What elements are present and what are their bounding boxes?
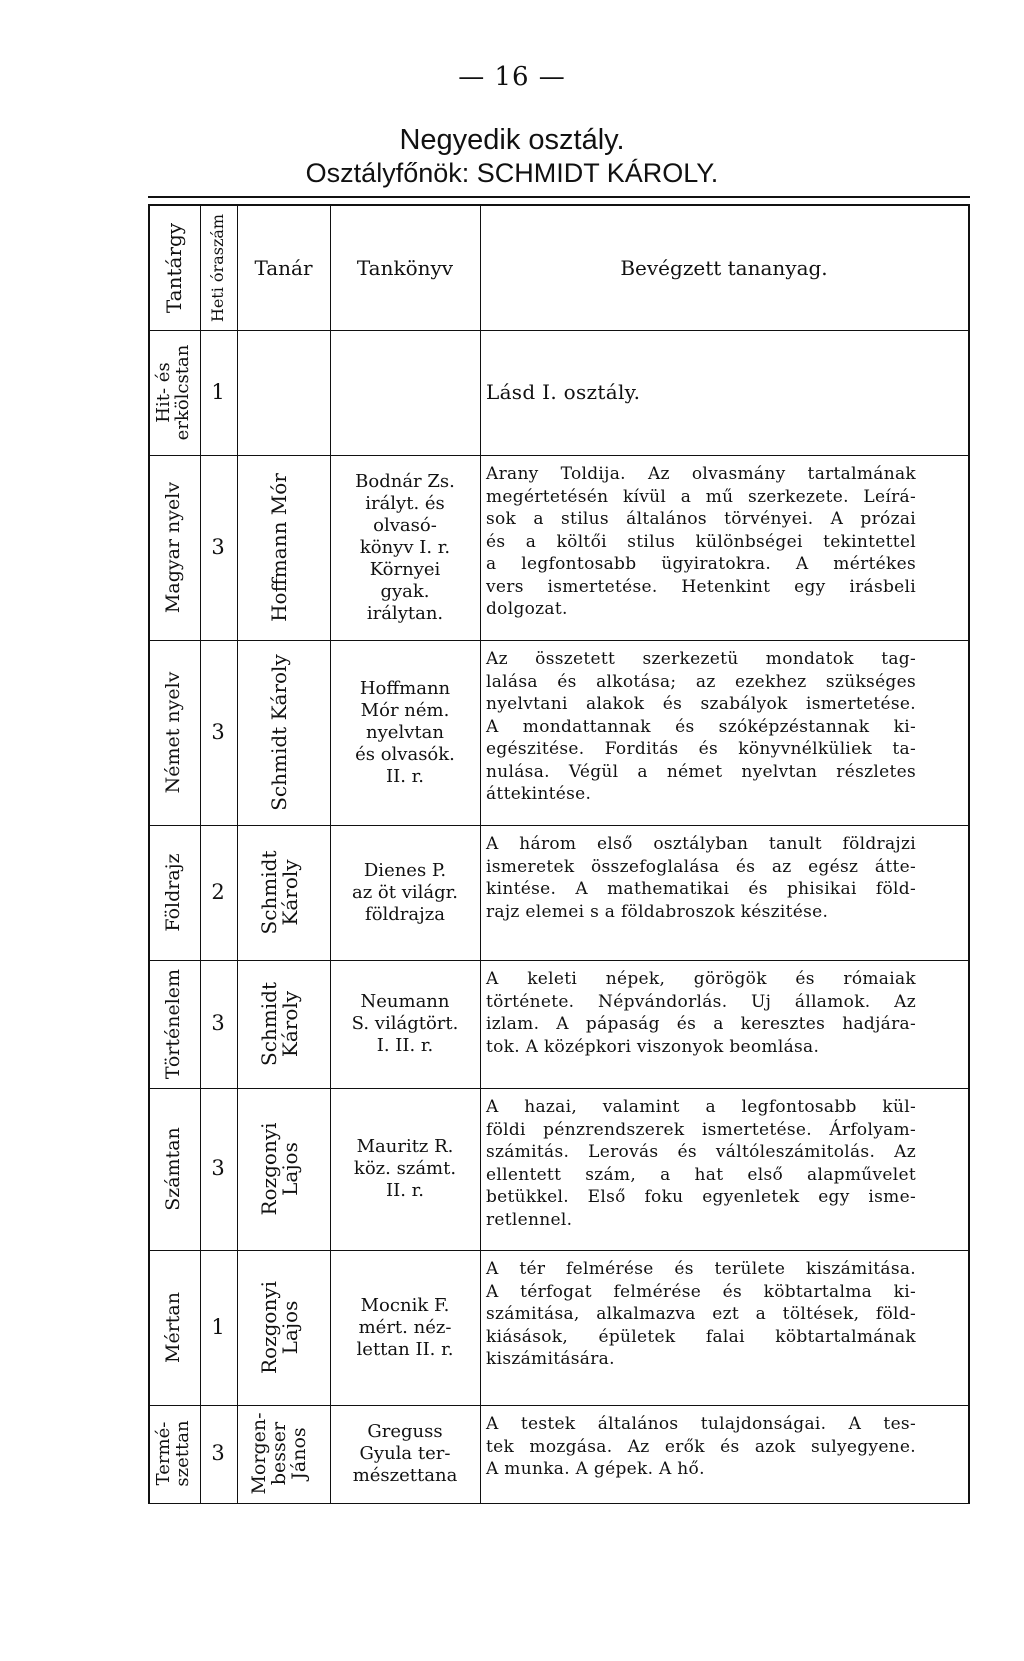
content-line: Arany Toldija. Az olvasmány tartalmának <box>486 464 916 484</box>
hours-value: 3 <box>211 1011 225 1035</box>
subject-label <box>155 1412 193 1495</box>
table-right-border <box>968 204 970 1504</box>
hours-value: 3 <box>211 719 225 744</box>
content-line: megértetésén kívül a mű szerkezete. Leírá- <box>486 486 916 507</box>
textbook-line: Neumann <box>360 991 450 1012</box>
header-hours <box>210 208 227 328</box>
hours-value: 3 <box>211 1440 225 1465</box>
textbook-line: II. r. <box>385 1180 424 1201</box>
textbook-line: S. világtört. <box>351 1013 459 1034</box>
hours-value: 1 <box>211 1314 225 1339</box>
textbook-line: földrajza <box>365 903 445 925</box>
hours-value: 2 <box>211 879 225 904</box>
textbook-line: és olvasók. <box>355 743 455 765</box>
textbook-line: Hoffmann <box>359 677 451 699</box>
content-line: Lásd I. osztály. <box>486 379 641 404</box>
page-title: Negyedik osztály. <box>399 124 625 156</box>
subject-label <box>164 832 184 953</box>
content-line: áttekintése. <box>486 784 592 804</box>
content-line: vers ismertetése. Hetenkint egy irásbeli <box>486 576 916 597</box>
subject-label-line: Magyar nyelv <box>162 481 185 614</box>
content-line: A munka. A gépek. A hő. <box>486 1459 705 1479</box>
subject-label-line: Számtan <box>162 1127 185 1211</box>
content-line: Az összetett szerkezetü mondatok tag- <box>486 649 916 669</box>
header-completed: Bevégzett tananyag. <box>620 256 828 280</box>
row-divider <box>148 455 970 456</box>
subject-label <box>164 647 184 818</box>
content-line: nulása. Végül a német nyelvtan részletes <box>486 761 916 782</box>
row-divider <box>148 1405 970 1406</box>
header-bottom-rule <box>148 330 970 331</box>
textbook-line: gyak. <box>380 580 430 602</box>
teacher-name-line: Morgen- <box>247 1412 270 1495</box>
textbook-line: Mocnik F. <box>360 1294 450 1316</box>
subject-label <box>164 967 184 1081</box>
teacher-name <box>256 830 302 955</box>
content-line: kiszámitására. <box>486 1349 615 1369</box>
teacher-name-line: Schmidt <box>256 850 281 935</box>
content-line: számitás. Lerovás és váltóleszámitolás. Az <box>486 1142 916 1162</box>
content-line: lalása és alkotása; az ezekhez szükséges <box>486 671 916 692</box>
teacher-name <box>256 965 302 1083</box>
teacher-name <box>269 460 290 635</box>
textbook-line: irálytan. <box>366 602 444 624</box>
subject-label-line: Mértan <box>162 1292 185 1363</box>
content-line: retlennel. <box>486 1209 573 1230</box>
content-line: A térfogat felmérése és köbtartalma ki- <box>486 1281 916 1302</box>
header-subject-line: Tantárgy <box>161 222 186 313</box>
teacher-name-line: Rozgonyi <box>256 1122 281 1216</box>
row-divider <box>148 640 970 641</box>
subject-label-line: szettan <box>171 1420 193 1487</box>
content-line: rajz elemei s a földabroszok készitése. <box>486 901 829 922</box>
content-line: A keleti népek, görögök és rómaiak <box>486 969 916 989</box>
content-line: izlam. A pápaság és a keresztes hadjára- <box>486 1014 916 1034</box>
subject-label <box>155 337 193 448</box>
content-line: A tér felmérése és területe kiszámitása. <box>486 1259 916 1279</box>
content-line: számitása, alkalmazva ezt a töltések, föld- <box>486 1304 916 1324</box>
hours-value: 3 <box>211 1156 225 1180</box>
textbook-line: mért. néz- <box>358 1316 452 1338</box>
content-line: betükkel. Első foku egyenletek egy isme- <box>486 1187 916 1207</box>
content-line: egészitése. Forditás és könyvnélküliek ta- <box>486 739 916 759</box>
hours-value: 1 <box>211 379 225 404</box>
teacher-name-line: Hoffmann Mór <box>267 473 291 622</box>
content-line: ismeretek összefoglalása és az egész átte- <box>486 856 916 877</box>
textbook-line: lettan II. r. <box>356 1338 454 1360</box>
content-line: A hazai, valamint a legfontosabb kül- <box>486 1097 916 1117</box>
textbook-line: köz. számt. <box>353 1158 457 1179</box>
teacher-name-line: Rozgonyi <box>256 1280 281 1375</box>
teacher-name-line: Lajos <box>277 1142 302 1196</box>
teacher-name <box>269 645 290 820</box>
content-line: a legfontosabb ügyiratokra. A mértékes <box>486 554 916 574</box>
teacher-name <box>256 1255 302 1400</box>
header-textbook: Tankönyv <box>356 256 454 280</box>
table-top-rule <box>148 204 970 206</box>
content-line: A testek általános tulajdonságai. A tes- <box>486 1414 916 1434</box>
content-line: tek mozgása. Az erők és azok sulyegyene. <box>486 1436 916 1457</box>
subject-label-line: erkölcstan <box>171 344 193 441</box>
title-rule <box>148 196 970 198</box>
textbook-line: Gyula ter- <box>359 1442 451 1464</box>
textbook-line: olvasó- <box>373 514 437 536</box>
subject-label-line: Német nyelv <box>162 671 185 794</box>
textbook-line: I. II. r. <box>376 1035 434 1056</box>
row-divider <box>148 1088 970 1089</box>
teacher-name-line: Lajos <box>277 1300 302 1355</box>
content-line: A három első osztályban tanult földrajzi <box>486 834 916 854</box>
content-line: A mondattannak és szóképzéstannak ki- <box>486 716 916 737</box>
hours-value: 3 <box>211 534 225 559</box>
teacher-name <box>247 1410 310 1497</box>
teacher-name-line: Károly <box>277 990 302 1058</box>
subject-label <box>164 1257 184 1398</box>
content-line: és a költői stilus különbségei tekintettel <box>486 531 916 552</box>
content-line: kiásások, épületek falai köbtartalmának <box>486 1326 916 1347</box>
textbook-line: Dienes P. <box>363 859 447 881</box>
textbook-line: irályt. és <box>365 492 445 514</box>
textbook-line: Környei <box>369 558 441 580</box>
col-rule-hours <box>200 204 201 1504</box>
table-bottom-rule <box>148 1503 970 1504</box>
header-teacher: Tanár <box>254 256 313 280</box>
table-left-border <box>148 204 150 1504</box>
textbook-line: könyv I. r. <box>359 536 451 558</box>
header-hours-line: Heti óraszám <box>208 213 228 322</box>
subject-label-line: Hit- és <box>153 362 175 423</box>
textbook-line: II. r. <box>385 765 424 787</box>
textbook-line: nyelvtan <box>366 721 444 743</box>
content-line: története. Népvándorlás. Uj államok. Az <box>486 991 916 1012</box>
teacher-name-line: Schmidt <box>256 982 281 1066</box>
subject-label <box>164 1095 184 1243</box>
col-rule-content <box>480 204 481 1504</box>
subject-label-line: Történelem <box>162 968 185 1080</box>
page-number: — 16 — <box>458 62 566 92</box>
textbook-line: mészettana <box>352 1464 458 1486</box>
subject-label <box>164 462 184 633</box>
content-line: nyelvtani alakok és szabályok ismertetése. <box>486 694 916 714</box>
teacher-name-line: János <box>287 1427 310 1480</box>
teacher-name-line: Károly <box>277 859 302 926</box>
textbook-line: Bodnár Zs. <box>355 470 455 492</box>
header-subject <box>161 208 186 328</box>
col-rule-book <box>330 204 331 1504</box>
row-divider <box>148 1250 970 1251</box>
row-divider <box>148 960 970 961</box>
subject-label-line: Termé- <box>153 1421 175 1486</box>
textbook-line: az öt világr. <box>351 881 458 903</box>
content-line: tok. A középkori viszonyok beomlása. <box>486 1036 820 1057</box>
teacher-name <box>256 1093 302 1245</box>
content-line: földi pénzrendszerek ismertetése. Árfolyam- <box>486 1119 916 1140</box>
textbook-line: Mór ném. <box>360 699 450 721</box>
teacher-name-line: besser <box>267 1421 290 1486</box>
teacher-name-line: Schmidt Károly <box>267 654 291 811</box>
content-line: kintése. A mathematikai és phisikai föld- <box>486 879 916 899</box>
textbook-line: Mauritz R. <box>356 1136 454 1157</box>
content-line: ellentett szám, a hat első alapművelet <box>486 1164 916 1185</box>
content-line: dolgozat. <box>486 599 568 619</box>
page-subtitle: Osztályfőnök: SCHMIDT KÁROLY. <box>305 158 719 188</box>
row-divider <box>148 825 970 826</box>
content-line: sok a stilus általános törvényei. A prózai <box>486 509 916 529</box>
subject-label-line: Földrajz <box>162 853 185 932</box>
textbook-line: Greguss <box>367 1420 443 1442</box>
col-rule-teacher <box>237 204 238 1504</box>
